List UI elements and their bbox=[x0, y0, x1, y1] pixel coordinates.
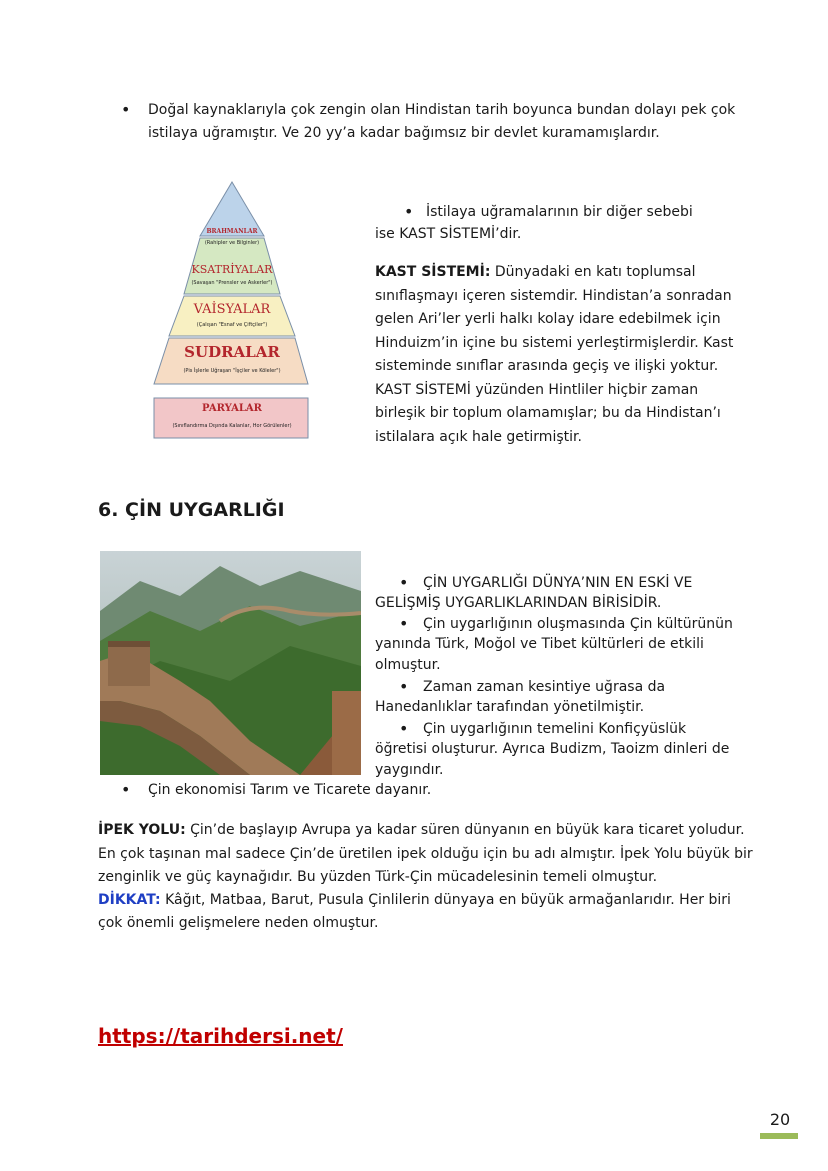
pyramid-sub-3: (Çalışan "Esnaf ve Çiftçiler") bbox=[196, 322, 268, 328]
bullet-icon: • bbox=[399, 677, 409, 696]
china-bullet-1-line2: GELİŞMİŞ UYGARLIKLARINDAN BİRİSİDİR. bbox=[375, 595, 662, 611]
economy-bullet: Çin ekonomisi Tarım ve Ticarete dayanır. bbox=[148, 782, 432, 798]
kast-line: KAST SİSTEMİ yüzünden Hintliler hiçbir zaman bbox=[375, 382, 699, 398]
intro-paragraph: Doğal kaynaklarıyla çok zengin olan Hindistan tarih boyunca bundan dolayı pek çok istilaya uğramıştır. Ve 20 yy’a kadar bağımsız bir devlet kuramamışlardır. bbox=[148, 102, 736, 141]
ipek-line: En çok taşınan mal sadece Çin’de üretilen ipek olduğu için bu adı almıştır. İpek Yolu büyük bir bbox=[98, 846, 753, 862]
kast-line: sınıflaşmayı içeren sistemdir. Hindistan’a sonradan bbox=[375, 288, 732, 304]
ipek-first-rest: Çin’de başlayıp Avrupa ya kadar süren dünyanın en büyük kara ticaret yoludur. bbox=[185, 822, 745, 838]
section-heading: 6. ÇİN UYGARLIĞI bbox=[98, 499, 285, 521]
ipek-title: İPEK YOLU: bbox=[98, 822, 186, 838]
china-bullet-4-line3: yaygındır. bbox=[375, 762, 444, 778]
china-bullet-2-line3: olmuştur. bbox=[375, 657, 441, 673]
dikkat-first-line bbox=[98, 889, 731, 912]
china-bullet-3-line2: Hanedanlıklar tarafından yönetilmiştir. bbox=[375, 699, 645, 715]
ipek-line: zenginlik ve güç kaynağıdır. Bu yüzden Türk-Çin mücadelesinin temeli olmuştur. bbox=[98, 869, 658, 885]
pyramid-label-2: KSATRİYALAR bbox=[191, 263, 273, 276]
pyramid-label-3: VAİSYALAR bbox=[193, 302, 271, 317]
great-wall-image bbox=[100, 551, 361, 775]
dikkat-line2: çok önemli gelişmelere neden olmuştur. bbox=[98, 915, 379, 931]
kast-line: gelen Ari’ler yerli halkı kolay idare edebilmek için bbox=[375, 311, 721, 327]
kast-line: birleşik bir toplum olamamışlar; bu da Hindistan’ı bbox=[375, 405, 721, 421]
page-number-bar bbox=[760, 1133, 798, 1139]
bullet-icon: • bbox=[121, 100, 131, 119]
kast-bullet-line2: ise KAST SİSTEMİ’dir. bbox=[375, 226, 522, 242]
website-link[interactable]: https://tarihdersi.net/ bbox=[98, 1024, 343, 1048]
china-bullet-4-line2: öğretisi oluşturur. Ayrıca Budizm, Taoizm dinleri de bbox=[375, 741, 730, 757]
dikkat-first-rest: Kâğıt, Matbaa, Barut, Pusula Çinlilerin dünyaya en büyük armağanlarıdır. Her biri bbox=[160, 892, 731, 908]
bullet-icon: • bbox=[399, 573, 409, 592]
kast-paragraph-first-line bbox=[375, 261, 696, 284]
china-bullet-1-line1: ÇİN UYGARLIĞI DÜNYA’NIN EN ESKİ VE bbox=[423, 575, 693, 591]
bullet-icon: • bbox=[399, 614, 409, 633]
kast-line: Hinduizm’in içine bu sistemi yerleştirmişlerdir. Kast bbox=[375, 335, 734, 351]
bullet-icon: • bbox=[121, 780, 131, 799]
pyramid-base-sub: (Sınıflandırma Dışında Kalanlar, Hor Görülenler) bbox=[172, 423, 292, 429]
pyramid-sub-4: (Pis İşlerle Uğraşan "İşçiler ve Köleler") bbox=[183, 368, 281, 374]
pyramid-base-label: PARYALAR bbox=[202, 403, 262, 414]
kast-line: sisteminde sınıflar arasında geçiş ve ilişki yoktur. bbox=[375, 358, 719, 374]
kast-title: KAST SİSTEMİ: bbox=[375, 264, 491, 280]
china-bullet-2-line2: yanında Türk, Moğol ve Tibet kültürleri de etkili bbox=[375, 636, 704, 652]
kast-first-rest: Dünyadaki en katı toplumsal bbox=[490, 264, 696, 280]
china-bullet-4-line1: Çin uygarlığının temelini Konfiçyüslük bbox=[423, 721, 687, 737]
page-number: 20 bbox=[769, 1110, 791, 1129]
ipek-first-line bbox=[98, 819, 745, 842]
dikkat-title: DİKKAT: bbox=[98, 892, 161, 908]
kast-line: istilalara açık hale getirmiştir. bbox=[375, 429, 582, 445]
china-bullet-2-line1: Çin uygarlığının oluşmasında Çin kültürünün bbox=[423, 616, 733, 632]
pyramid-sub-1: (Rahipler ve Bilginler) bbox=[204, 240, 260, 246]
pyramid-label-4: SUDRALAR bbox=[184, 343, 280, 361]
bullet-icon: • bbox=[404, 202, 414, 221]
pyramid-label-1: BRAHMANLAR bbox=[206, 228, 258, 235]
china-bullet-3-line1: Zaman zaman kesintiye uğrasa da bbox=[423, 679, 666, 695]
bullet-icon: • bbox=[399, 719, 409, 738]
pyramid-sub-2: (Savaşan "Prensler ve Askerler") bbox=[191, 280, 273, 286]
kast-bullet-line1: İstilaya uğramalarının bir diğer sebebi bbox=[426, 204, 693, 220]
